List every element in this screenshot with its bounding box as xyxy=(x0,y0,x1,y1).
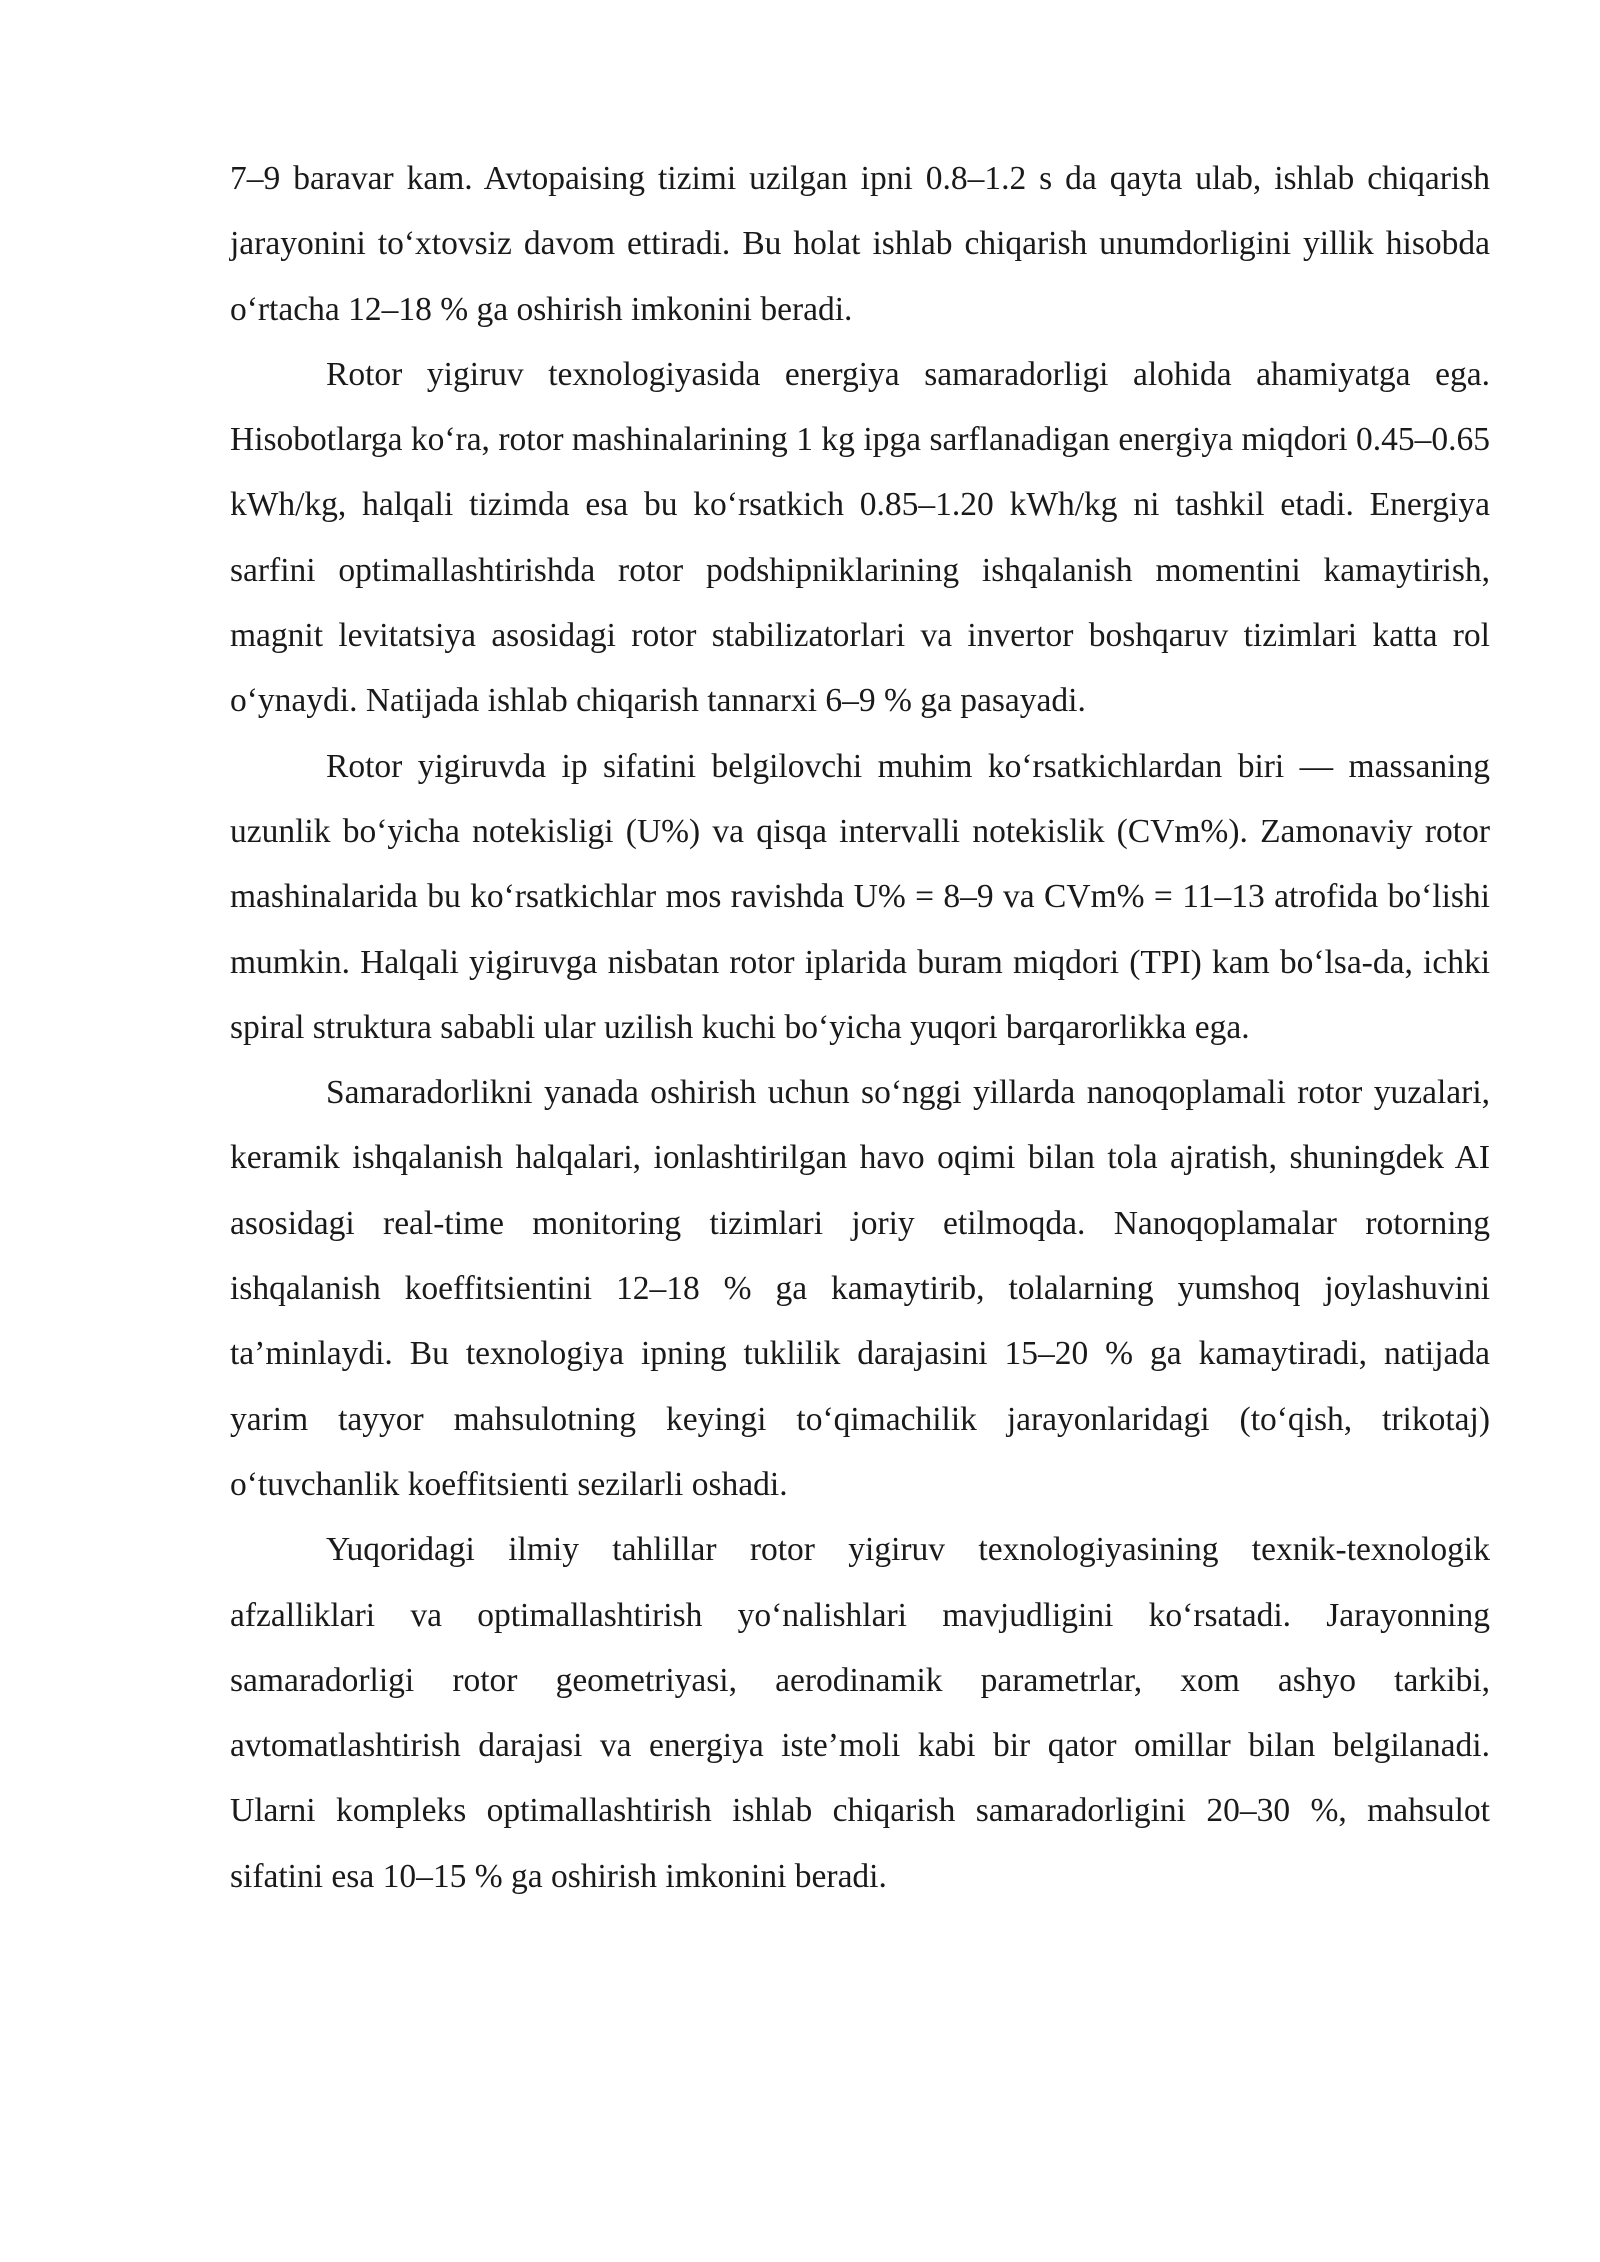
paragraph-yarn-quality: Rotor yigiruvda ip sifatini belgilovchi muhim ko‘rsatkichlardan biri — massaning uzunlik bo‘yicha notekisligi (U%) va qisqa intervalli notekislik (CVm%). Zamonaviy rotor mashinalarida bu ko‘rsatkichlar mos ravishda U% = 8–9 va CVm% = 11–13 atrofida bo‘lishi mumkin. Halqali yigiruvga nisbatan rotor iplarida buram miqdori (TPI) kam bo‘lsa-da, ichki spiral struktura sababli ular uzilish kuchi bo‘yicha yuqori barqarorlikka ega. xyxy=(230,747,1490,1046)
paragraph-continued: 7–9 baravar kam. Avtopaising tizimi uzilgan ipni 0.8–1.2 s da qayta ulab, ishlab chiqarish jarayonini to‘xtovsiz davom ettiradi. Bu holat ishlab chiqarish unumdorligini yillik hisobda o‘rtacha 12–18 % ga oshirish imkonini beradi. xyxy=(230,160,1490,328)
paragraph-new-technologies: Samaradorlikni yanada oshirish uchun so‘nggi yillarda nanoqoplamali rotor yuzalari, keramik ishqalanish halqalari, ionlashtirilgan havo oqimi bilan tola ajratish, shuningdek AI asosidagi real-time monitoring tizimlari joriy etilmoqda. Nanoqoplamalar rotorning ishqalanish koeffitsientini 12–18 % ga kamaytirib, tolalarning yumshoq joylashuvini ta’minlaydi. Bu texnologiya ipning tuklilik darajasini 15–20 % ga kamaytiradi, natijada yarim tayyor mahsulotning keyingi to‘qimachilik jarayonlaridagi (to‘qish, trikotaj) o‘tuvchanlik koeffitsienti sezilarli oshadi. xyxy=(230,1074,1490,1503)
document-body xyxy=(230,146,1490,1909)
paragraph-conclusion: Yuqoridagi ilmiy tahlillar rotor yigiruv texnologiyasining texnik-texnologik afzalliklari va optimallashtirish yo‘nalishlari mavjudligini ko‘rsatadi. Jarayonning samaradorligi rotor geometriyasi, aerodinamik parametrlar, xom ashyo tarkibi, avtomatlashtirish darajasi va energiya iste’moli kabi bir qator omillar bilan belgilanadi. Ularni kompleks optimallashtirish ishlab chiqarish samaradorligini 20–30 %, mahsulot sifatini esa 10–15 % ga oshirish imkonini beradi. xyxy=(230,1531,1490,1895)
paragraph-energy-efficiency: Rotor yigiruv texnologiyasida energiya samaradorligi alohida ahamiyatga ega. Hisobotlarga ko‘ra, rotor mashinalarining 1 kg ipga sarflanadigan energiya miqdori 0.45–0.65 kWh/kg, halqali tizimda esa bu ko‘rsatkich 0.85–1.20 kWh/kg ni tashkil etadi. Energiya sarfini optimallashtirishda rotor podshipniklarining ishqalanish momentini kamaytirish, magnit levitatsiya asosidagi rotor stabilizatorlari va invertor boshqaruv tizimlari katta rol o‘ynaydi. Natijada ishlab chiqarish tannarxi 6–9 % ga pasayadi. xyxy=(230,355,1490,720)
